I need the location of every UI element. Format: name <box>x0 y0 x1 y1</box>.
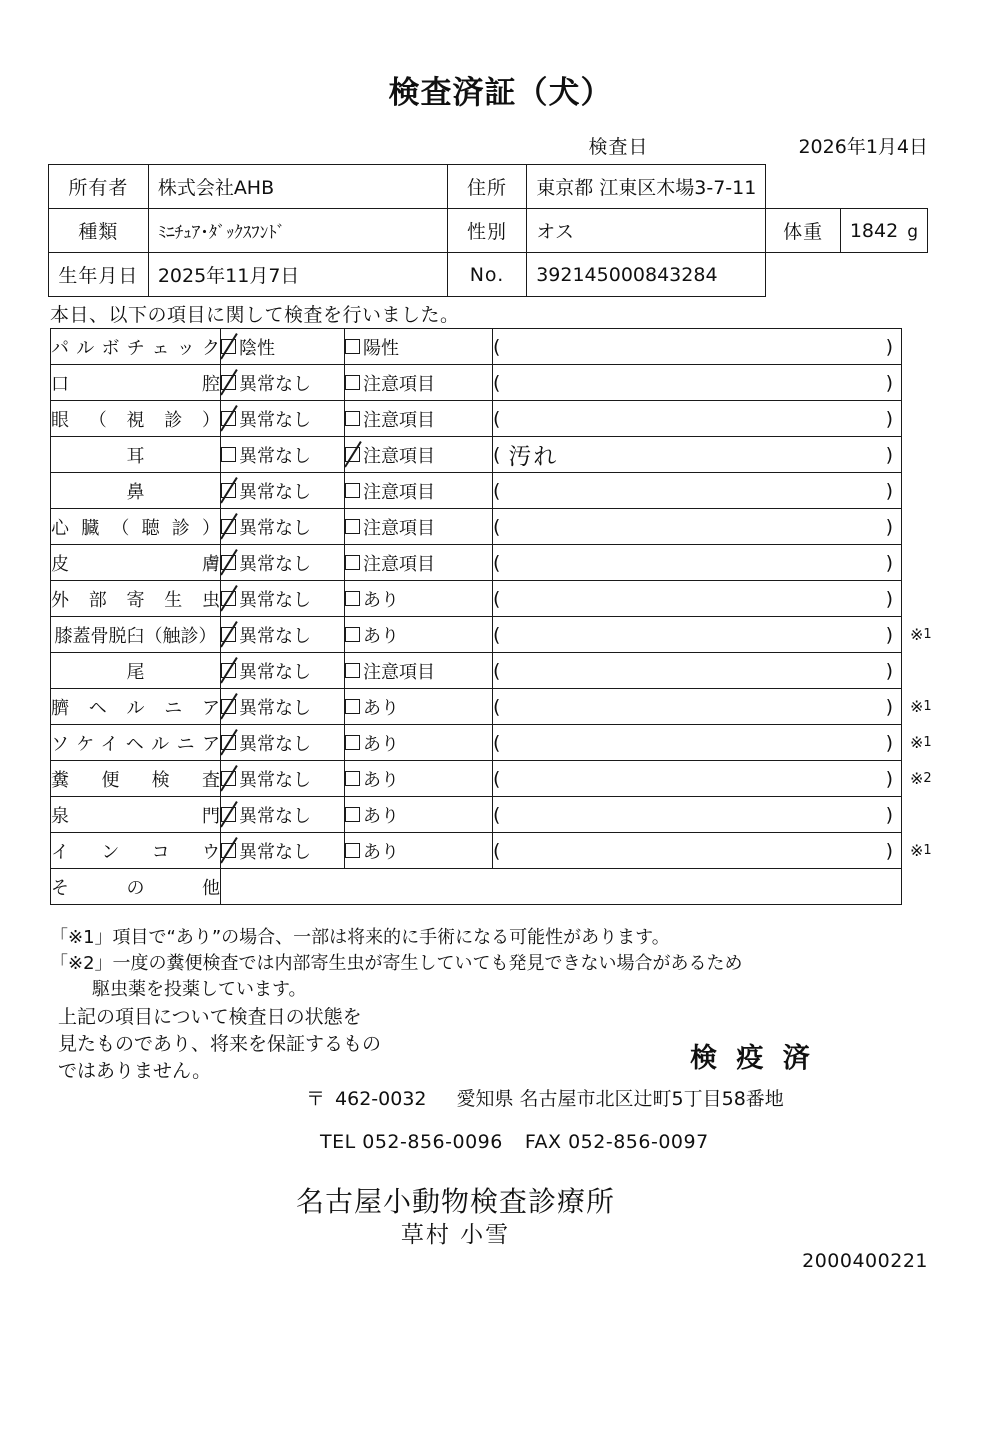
note-paren-close: ) <box>885 767 893 790</box>
table-row <box>51 653 902 689</box>
footnote-marker: ※ 1 <box>910 732 932 752</box>
option-label: 注意項目 <box>363 445 435 467</box>
inspection-item-label: 心臓（聴診） <box>51 509 221 545</box>
note-paren-close: ) <box>885 515 893 538</box>
inspection-item-label: 外部寄生虫 <box>51 581 221 617</box>
checkbox-icon[interactable] <box>221 519 236 534</box>
option-label: 異常なし <box>239 553 311 575</box>
weight-cell <box>840 209 927 253</box>
option-label: 異常なし <box>239 805 311 827</box>
checkbox-option-2[interactable] <box>345 761 493 797</box>
checkbox-option-1[interactable] <box>221 401 345 437</box>
checkbox-option-1[interactable] <box>221 797 345 833</box>
inspection-item-label: 口腔 <box>51 365 221 401</box>
checkbox-option-1[interactable] <box>221 365 345 401</box>
checkbox-icon[interactable] <box>221 735 236 750</box>
checkbox-icon[interactable] <box>221 555 236 570</box>
checkbox-icon[interactable] <box>345 807 360 822</box>
inspection-checklist-table <box>50 328 902 905</box>
table-row <box>51 401 902 437</box>
registration-no-value: 392145000843284 <box>527 253 766 297</box>
checkbox-option-1[interactable] <box>221 653 345 689</box>
footnotes <box>50 925 743 1003</box>
checkbox-icon[interactable] <box>221 375 236 390</box>
checkbox-icon[interactable] <box>221 411 236 426</box>
inspection-note-cell[interactable] <box>493 365 902 401</box>
table-row-owner <box>49 165 928 209</box>
checkbox-icon[interactable] <box>345 735 360 750</box>
checkbox-option-1[interactable] <box>221 545 345 581</box>
checkbox-icon[interactable] <box>345 771 360 786</box>
checkbox-option-1[interactable] <box>221 689 345 725</box>
clinic-address-text: 愛知県 名古屋市北区辻町5丁目58番地 <box>456 1088 784 1110</box>
table-row <box>51 365 902 401</box>
option-label: あり <box>363 841 399 863</box>
clinic-zip: 462-0032 <box>335 1088 427 1110</box>
inspection-item-label: 泉門 <box>51 797 221 833</box>
checkbox-icon[interactable] <box>345 519 360 534</box>
inspection-note-cell[interactable] <box>493 509 902 545</box>
checkbox-option-1[interactable] <box>221 725 345 761</box>
note-paren-open: ( <box>493 371 501 394</box>
footnote-1: 「※1」項目で“あり”の場合、一部は将来的に手術になる可能性があります。 <box>50 927 670 948</box>
footnote-marker <box>906 436 976 472</box>
option-label: 注意項目 <box>363 661 435 683</box>
table-row <box>51 509 902 545</box>
note-paren-open: ( <box>493 443 501 466</box>
option-label: 異常なし <box>239 481 311 503</box>
note-paren-open: ( <box>493 695 501 718</box>
checkbox-option-1[interactable] <box>221 617 345 653</box>
inspection-note-cell[interactable] <box>493 329 902 365</box>
inspection-note-cell[interactable] <box>493 545 902 581</box>
checkbox-option-1[interactable] <box>221 833 345 869</box>
table-row <box>51 869 902 905</box>
footnote-marker <box>906 364 976 400</box>
table-row <box>51 689 902 725</box>
option-label: 注意項目 <box>363 373 435 395</box>
option-label: 注意項目 <box>363 409 435 431</box>
checkbox-option-1[interactable] <box>221 437 345 473</box>
inspection-note-cell[interactable] <box>493 437 902 473</box>
owner-label: 所有者 <box>49 165 149 209</box>
table-row <box>51 545 902 581</box>
note-paren-close: ) <box>885 335 893 358</box>
checkbox-icon[interactable] <box>221 699 236 714</box>
option-label: あり <box>363 589 399 611</box>
note-paren-close: ) <box>885 659 893 682</box>
checkbox-icon[interactable] <box>221 843 236 858</box>
disclaimer-line-1: 上記の項目について検査日の状態を <box>58 1006 362 1028</box>
handwritten-note: 汚れ <box>508 444 559 470</box>
footnote-marker <box>906 868 976 904</box>
table-row-birth <box>49 253 928 297</box>
table-row-breed <box>49 209 928 253</box>
checkbox-icon[interactable] <box>221 447 236 462</box>
checkbox-option-1[interactable] <box>221 509 345 545</box>
table-row <box>51 473 902 509</box>
inspection-note-cell[interactable] <box>493 797 902 833</box>
inspection-note-cell[interactable] <box>493 689 902 725</box>
option-label: 異常なし <box>239 445 311 467</box>
inspection-item-label: 耳 <box>51 437 221 473</box>
footnote-marker: ※ 2 <box>910 768 932 788</box>
birthdate-value: 2025年11月7日 <box>148 253 447 297</box>
checkbox-option-1[interactable] <box>221 761 345 797</box>
checkbox-icon[interactable] <box>345 699 360 714</box>
disclaimer <box>58 1004 381 1085</box>
option-label: 異常なし <box>239 697 311 719</box>
table-row <box>51 797 902 833</box>
table-row <box>51 761 902 797</box>
table-row <box>51 617 902 653</box>
note-paren-close: ) <box>885 587 893 610</box>
option-label: 異常なし <box>239 409 311 431</box>
inspection-note-cell[interactable] <box>493 617 902 653</box>
exam-date-value: 2026年1月4日 <box>798 136 928 158</box>
footnote-2: 「※2」一度の糞便検査では内部寄生虫が寄生していても発見できない場合があるため <box>50 953 743 975</box>
inspection-note-cell[interactable] <box>493 761 902 797</box>
note-paren-open: ( <box>493 659 501 682</box>
table-row <box>51 833 902 869</box>
inspection-note-cell[interactable] <box>493 401 902 437</box>
note-paren-close: ) <box>885 371 893 394</box>
checkbox-option-1[interactable] <box>221 581 345 617</box>
option-label: あり <box>363 625 399 647</box>
note-paren-open: ( <box>493 479 501 502</box>
checkbox-option-2[interactable] <box>345 725 493 761</box>
table-row <box>51 437 902 473</box>
inspection-item-label: パルボチェック <box>51 329 221 365</box>
footnote-marker <box>906 580 976 616</box>
checkbox-option-2[interactable] <box>345 473 493 509</box>
footnote-marker <box>906 472 976 508</box>
option-label: 異常なし <box>239 661 311 683</box>
note-paren-close: ) <box>885 551 893 574</box>
option-label: 異常なし <box>239 769 311 791</box>
footnote-marker <box>906 400 976 436</box>
inspection-item-label: 尾 <box>51 653 221 689</box>
inspection-item-label: その他 <box>51 869 221 905</box>
checkbox-icon[interactable] <box>221 807 236 822</box>
checkbox-icon[interactable] <box>345 447 360 462</box>
clinic-tel: TEL 052-856-0096 <box>320 1131 503 1153</box>
checkbox-option-2[interactable] <box>345 581 493 617</box>
footnote-marker: ※ 1 <box>910 696 932 716</box>
exam-date-row <box>48 132 928 159</box>
note-paren-close: ) <box>885 407 893 430</box>
inspection-note-cell[interactable] <box>493 653 902 689</box>
checkbox-icon[interactable] <box>345 663 360 678</box>
note-paren-close: ) <box>885 443 893 466</box>
option-label: 異常なし <box>239 841 311 863</box>
breed-label: 種類 <box>49 209 149 253</box>
footnote-marker: ※ 1 <box>910 624 932 644</box>
checkbox-option-1[interactable] <box>221 473 345 509</box>
exam-date-label: 検査日 <box>588 136 649 158</box>
checkbox-icon[interactable] <box>221 339 236 354</box>
checkbox-option-2[interactable] <box>345 437 493 473</box>
inspection-note-cell[interactable] <box>493 581 902 617</box>
checkbox-option-2[interactable] <box>345 545 493 581</box>
inspection-note-cell[interactable] <box>493 725 902 761</box>
footnote-marker <box>906 796 976 832</box>
table-row <box>51 581 902 617</box>
checkbox-option-2[interactable] <box>345 401 493 437</box>
option-label: 異常なし <box>239 589 311 611</box>
intro-text: 本日、以下の項目に関して検査を行いました。 <box>50 304 460 326</box>
checkbox-icon[interactable] <box>345 375 360 390</box>
checkbox-icon[interactable] <box>221 627 236 642</box>
note-paren-open: ( <box>493 731 501 754</box>
checkbox-option-2[interactable] <box>345 329 493 365</box>
note-paren-open: ( <box>493 803 501 826</box>
checkbox-icon[interactable] <box>345 555 360 570</box>
checkbox-icon[interactable] <box>345 627 360 642</box>
checkbox-icon[interactable] <box>345 591 360 606</box>
clinic-name: 名古屋小動物検査診療所 <box>295 1185 615 1218</box>
inspection-note-cell[interactable] <box>493 833 902 869</box>
note-paren-open: ( <box>493 839 501 862</box>
owner-value: 株式会社AHB <box>148 165 447 209</box>
note-paren-open: ( <box>493 407 501 430</box>
option-label: 注意項目 <box>363 481 435 503</box>
disclaimer-line-3: ではありません。 <box>58 1059 212 1082</box>
note-paren-close: ) <box>885 695 893 718</box>
checkbox-option-2[interactable] <box>345 365 493 401</box>
table-row <box>51 725 902 761</box>
inspection-item-label: 眼（視診） <box>51 401 221 437</box>
registration-no-label: No. <box>447 253 526 297</box>
option-label: あり <box>363 805 399 827</box>
checkbox-icon[interactable] <box>345 843 360 858</box>
note-paren-close: ) <box>885 479 893 502</box>
sex-value: オス <box>527 209 766 253</box>
note-paren-open: ( <box>493 335 501 358</box>
footnote-marker <box>906 328 976 364</box>
checkbox-icon[interactable] <box>345 339 360 354</box>
veterinarian-name: 草村 小雪 <box>400 1222 511 1248</box>
note-paren-close: ) <box>885 731 893 754</box>
page-title: 検査済証（犬） <box>388 75 613 111</box>
breed-value: ﾐﾆﾁｭｱ･ﾀﾞｯｸｽﾌﾝﾄﾞ <box>148 209 447 253</box>
clinic-contact <box>320 1131 709 1153</box>
sex-label: 性別 <box>447 209 526 253</box>
document-reference-number: 2000400221 <box>802 1250 928 1272</box>
inspection-item-label: 皮膚 <box>51 545 221 581</box>
animal-info-table <box>48 164 928 297</box>
footnote-marker <box>906 544 976 580</box>
option-label: 注意項目 <box>363 517 435 539</box>
note-paren-close: ) <box>885 623 893 646</box>
option-label: 異常なし <box>239 625 311 647</box>
inspection-item-label: 臍ヘルニア <box>51 689 221 725</box>
checkbox-option-2[interactable] <box>345 797 493 833</box>
checkbox-option-2[interactable] <box>345 509 493 545</box>
note-paren-open: ( <box>493 623 501 646</box>
checkbox-icon[interactable] <box>221 771 236 786</box>
note-paren-close: ) <box>885 803 893 826</box>
table-row <box>51 329 902 365</box>
weight-value: 1842 <box>849 219 899 242</box>
checkbox-icon[interactable] <box>221 663 236 678</box>
footnote-2-cont: 駆虫薬を投薬しています。 <box>92 979 307 1001</box>
inspection-note-cell[interactable] <box>493 473 902 509</box>
option-label: あり <box>363 733 399 755</box>
checkbox-option-2[interactable] <box>345 653 493 689</box>
inspection-item-label: インコウ <box>51 833 221 869</box>
checkbox-icon[interactable] <box>345 411 360 426</box>
inspection-item-label: ソケイヘルニア <box>51 725 221 761</box>
checkbox-option-2[interactable] <box>345 617 493 653</box>
inspection-item-label: 糞便検査 <box>51 761 221 797</box>
inspection-item-label: 鼻 <box>51 473 221 509</box>
note-paren-close: ) <box>885 839 893 862</box>
checkbox-icon[interactable] <box>221 591 236 606</box>
option-label: 異常なし <box>239 733 311 755</box>
birthdate-label: 生年月日 <box>49 253 149 297</box>
checkbox-icon[interactable] <box>345 483 360 498</box>
note-paren-open: ( <box>493 515 501 538</box>
weight-unit: g <box>907 221 918 242</box>
clinic-address <box>306 1084 784 1111</box>
option-label: あり <box>363 697 399 719</box>
postal-mark-icon: 〒 <box>306 1088 326 1110</box>
disclaimer-line-2: 見たものであり、将来を保証するもの <box>58 1032 382 1055</box>
quarantine-stamp: 検 疫 済 <box>690 1043 815 1074</box>
inspection-item-label: 膝蓋骨脱臼（触診） <box>51 617 221 653</box>
checkbox-option-2[interactable] <box>345 689 493 725</box>
address-value: 東京都 江東区木場3-7-11 <box>527 165 766 209</box>
option-label: あり <box>363 769 399 791</box>
option-label: 異常なし <box>239 517 311 539</box>
address-label: 住所 <box>447 165 526 209</box>
footnote-marker: ※ 1 <box>910 840 932 860</box>
option-label: 異常なし <box>239 373 311 395</box>
option-label: 注意項目 <box>363 553 435 575</box>
footnote-marker <box>906 508 976 544</box>
note-paren-open: ( <box>493 587 501 610</box>
checkbox-icon[interactable] <box>221 483 236 498</box>
clinic-fax: FAX 052-856-0097 <box>524 1131 709 1153</box>
footnote-marker <box>906 652 976 688</box>
option-label: 陽性 <box>363 337 399 359</box>
note-paren-open: ( <box>493 551 501 574</box>
inspection-free-cell[interactable] <box>221 869 902 905</box>
footnote-marker-column <box>906 328 976 904</box>
option-label: 陰性 <box>239 337 275 359</box>
note-paren-open: ( <box>493 767 501 790</box>
checkbox-option-2[interactable] <box>345 833 493 869</box>
checkbox-option-1[interactable] <box>221 329 345 365</box>
weight-label: 体重 <box>766 209 841 253</box>
